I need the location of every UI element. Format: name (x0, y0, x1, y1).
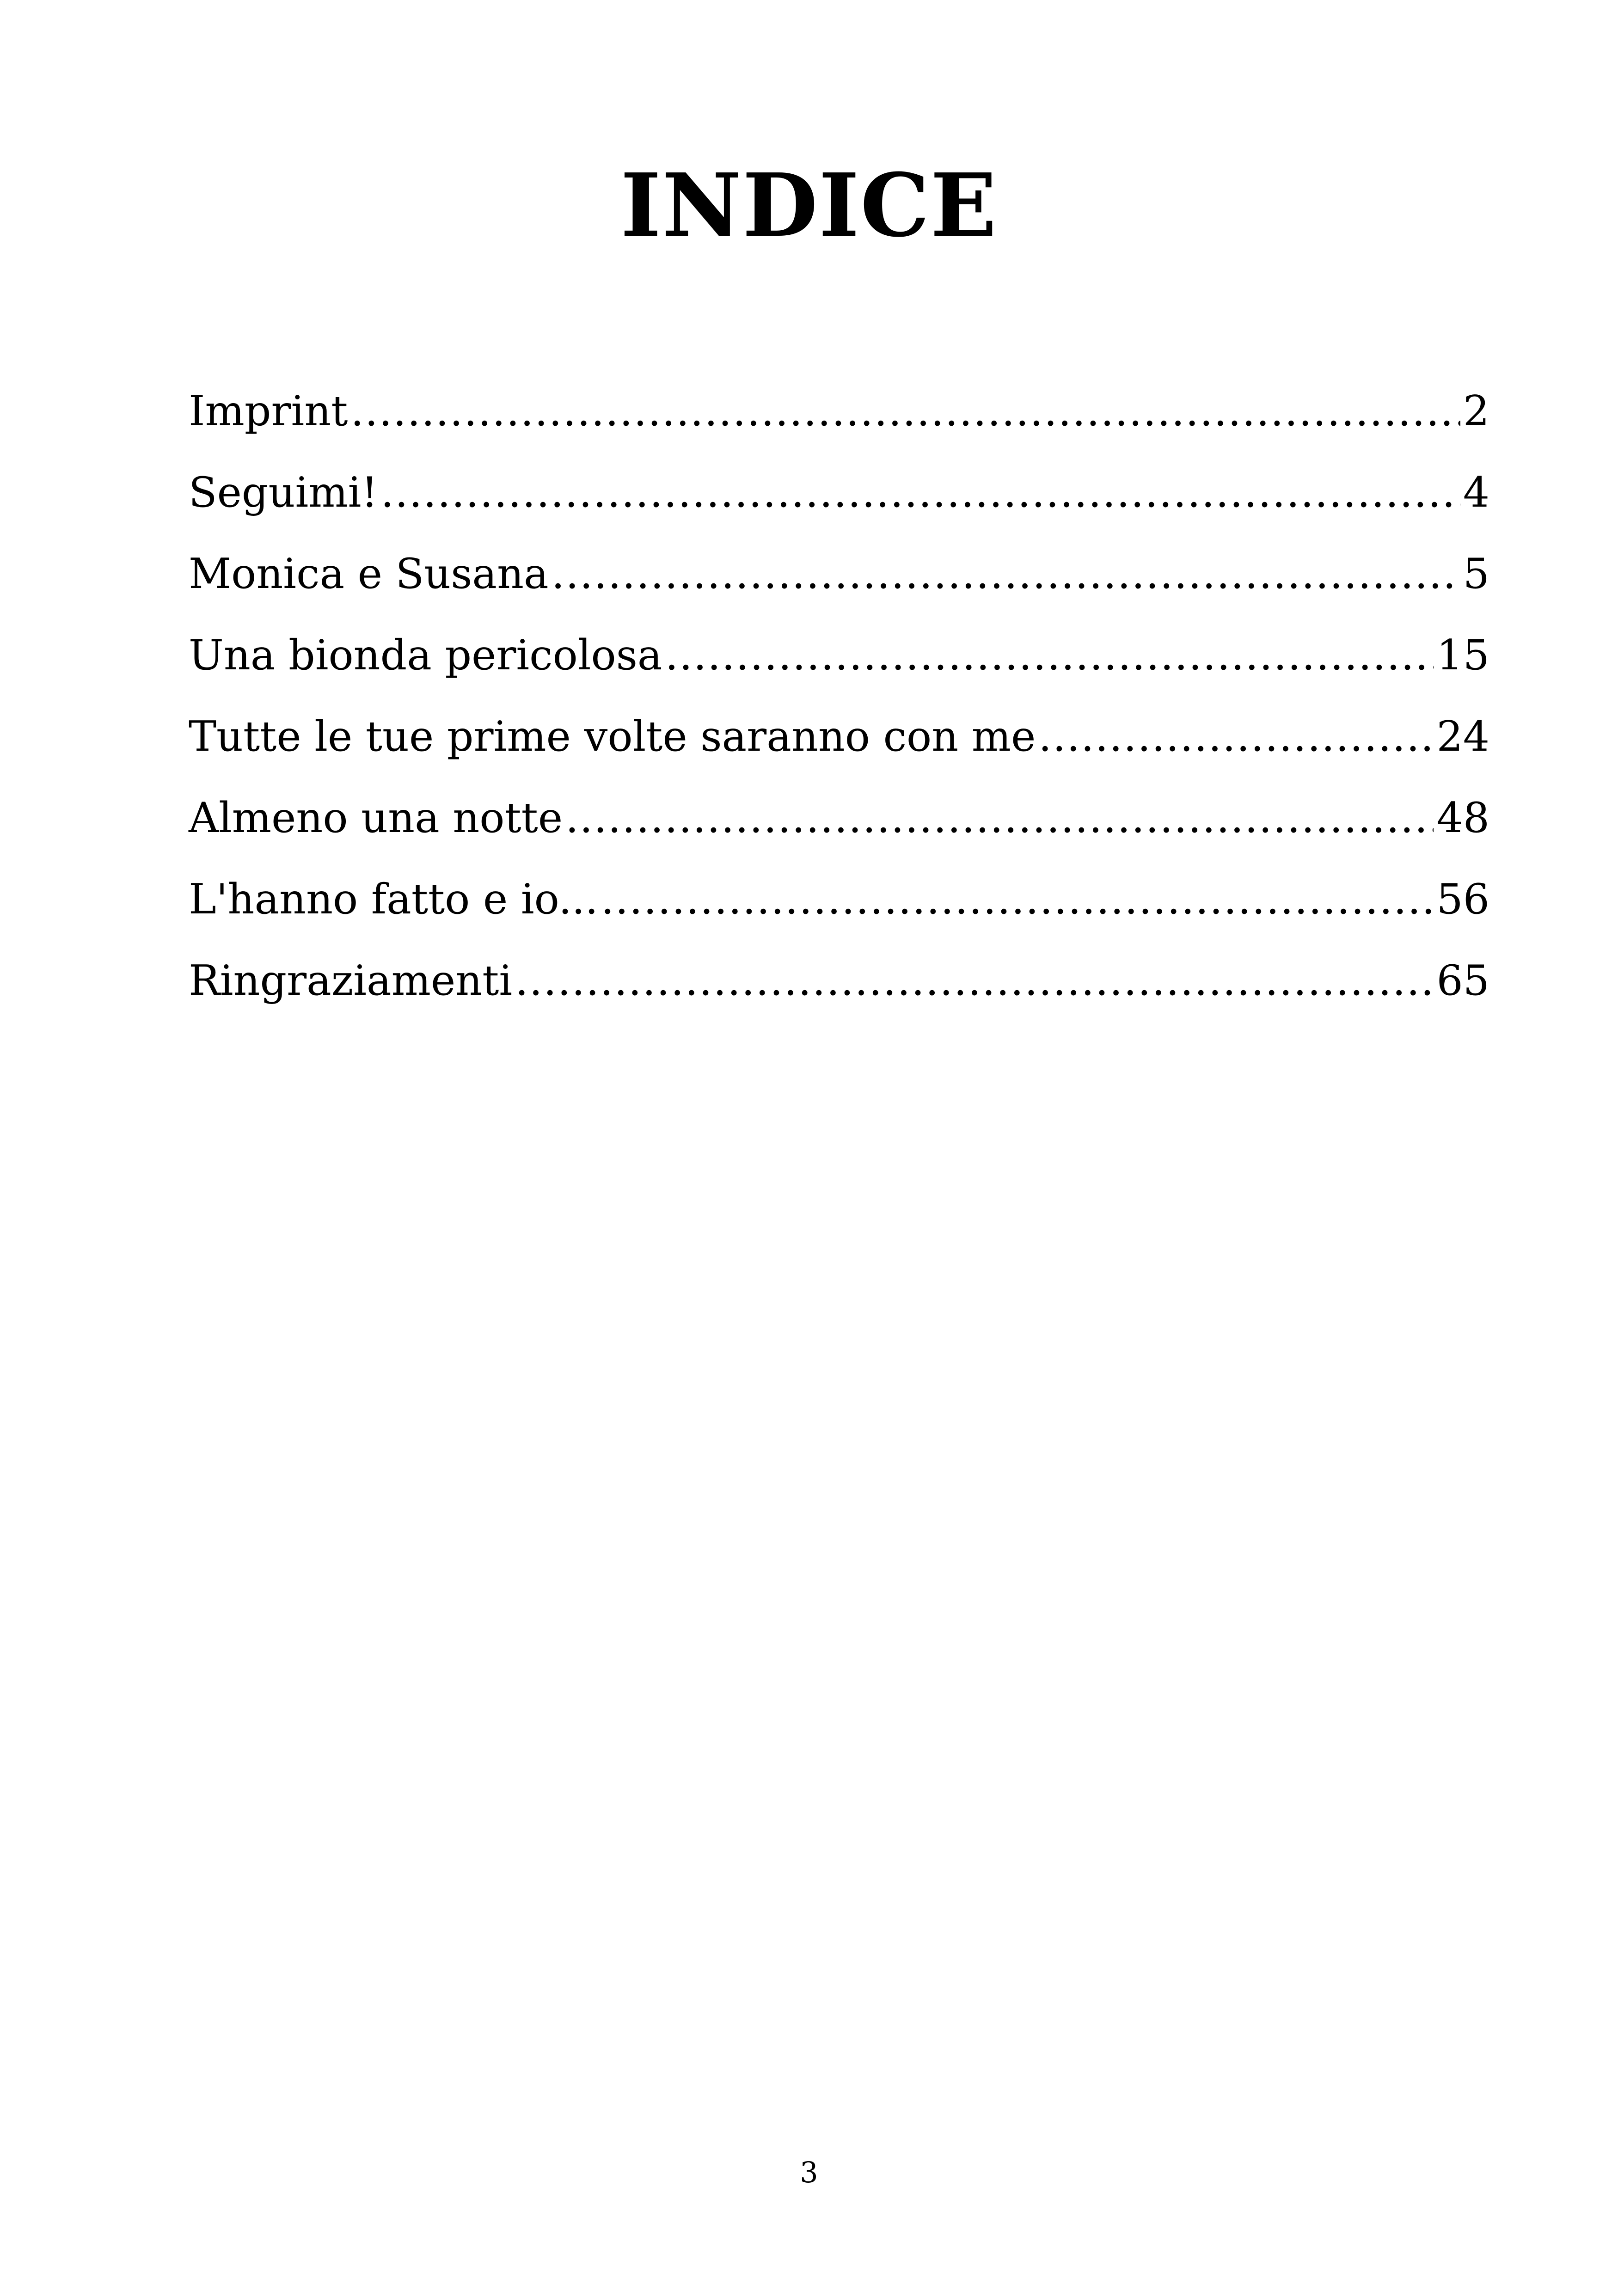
toc-entry-monica-e-susana[interactable] (189, 546, 1489, 628)
page-number: 3 (800, 2155, 818, 2189)
toc-entry-page: 56 (1436, 875, 1489, 924)
toc-dot-leader (1038, 709, 1434, 765)
toc-entry-title: L'hanno fatto e io... (189, 875, 599, 924)
toc-entry-ringraziamenti[interactable] (189, 953, 1489, 1035)
toc-entry-page: 2 (1463, 387, 1489, 435)
toc-entry-title: Una bionda pericolosa (189, 631, 662, 680)
toc-dot-leader (381, 465, 1460, 520)
page-title: INDICE (620, 154, 998, 257)
toc-entry-almeno-una-notte[interactable] (189, 790, 1489, 872)
toc-entry-title: Seguimi! (189, 468, 378, 517)
toc-entry-title: Almeno una notte (189, 794, 563, 842)
toc-entry-page: 24 (1436, 712, 1489, 761)
toc-entry-lhanno-fatto-e-io[interactable] (189, 872, 1489, 953)
toc-dot-leader (515, 953, 1434, 1009)
toc-entry-page: 4 (1463, 468, 1489, 517)
toc-entry-una-bionda-pericolosa[interactable] (189, 628, 1489, 709)
toc-dot-leader (350, 384, 1460, 439)
toc-dot-leader (601, 872, 1434, 927)
toc-entry-title: Ringraziamenti (189, 956, 513, 1005)
toc-entry-title: Imprint (189, 387, 348, 435)
toc-entry-seguimi[interactable] (189, 465, 1489, 546)
toc-entry-title: Tutte le tue prime volte saranno con me (189, 712, 1036, 761)
table-of-contents (189, 384, 1489, 1035)
toc-entry-page: 65 (1436, 956, 1489, 1005)
toc-dot-leader (565, 790, 1434, 846)
toc-entry-page: 15 (1436, 631, 1489, 680)
toc-dot-leader (552, 546, 1460, 602)
toc-dot-leader (665, 628, 1434, 683)
toc-entry-page: 48 (1436, 794, 1489, 842)
toc-entry-imprint[interactable] (189, 384, 1489, 465)
toc-entry-page: 5 (1463, 550, 1489, 598)
toc-entry-title: Monica e Susana (189, 550, 549, 598)
toc-entry-tutte-le-tue-prime-volte[interactable] (189, 709, 1489, 790)
